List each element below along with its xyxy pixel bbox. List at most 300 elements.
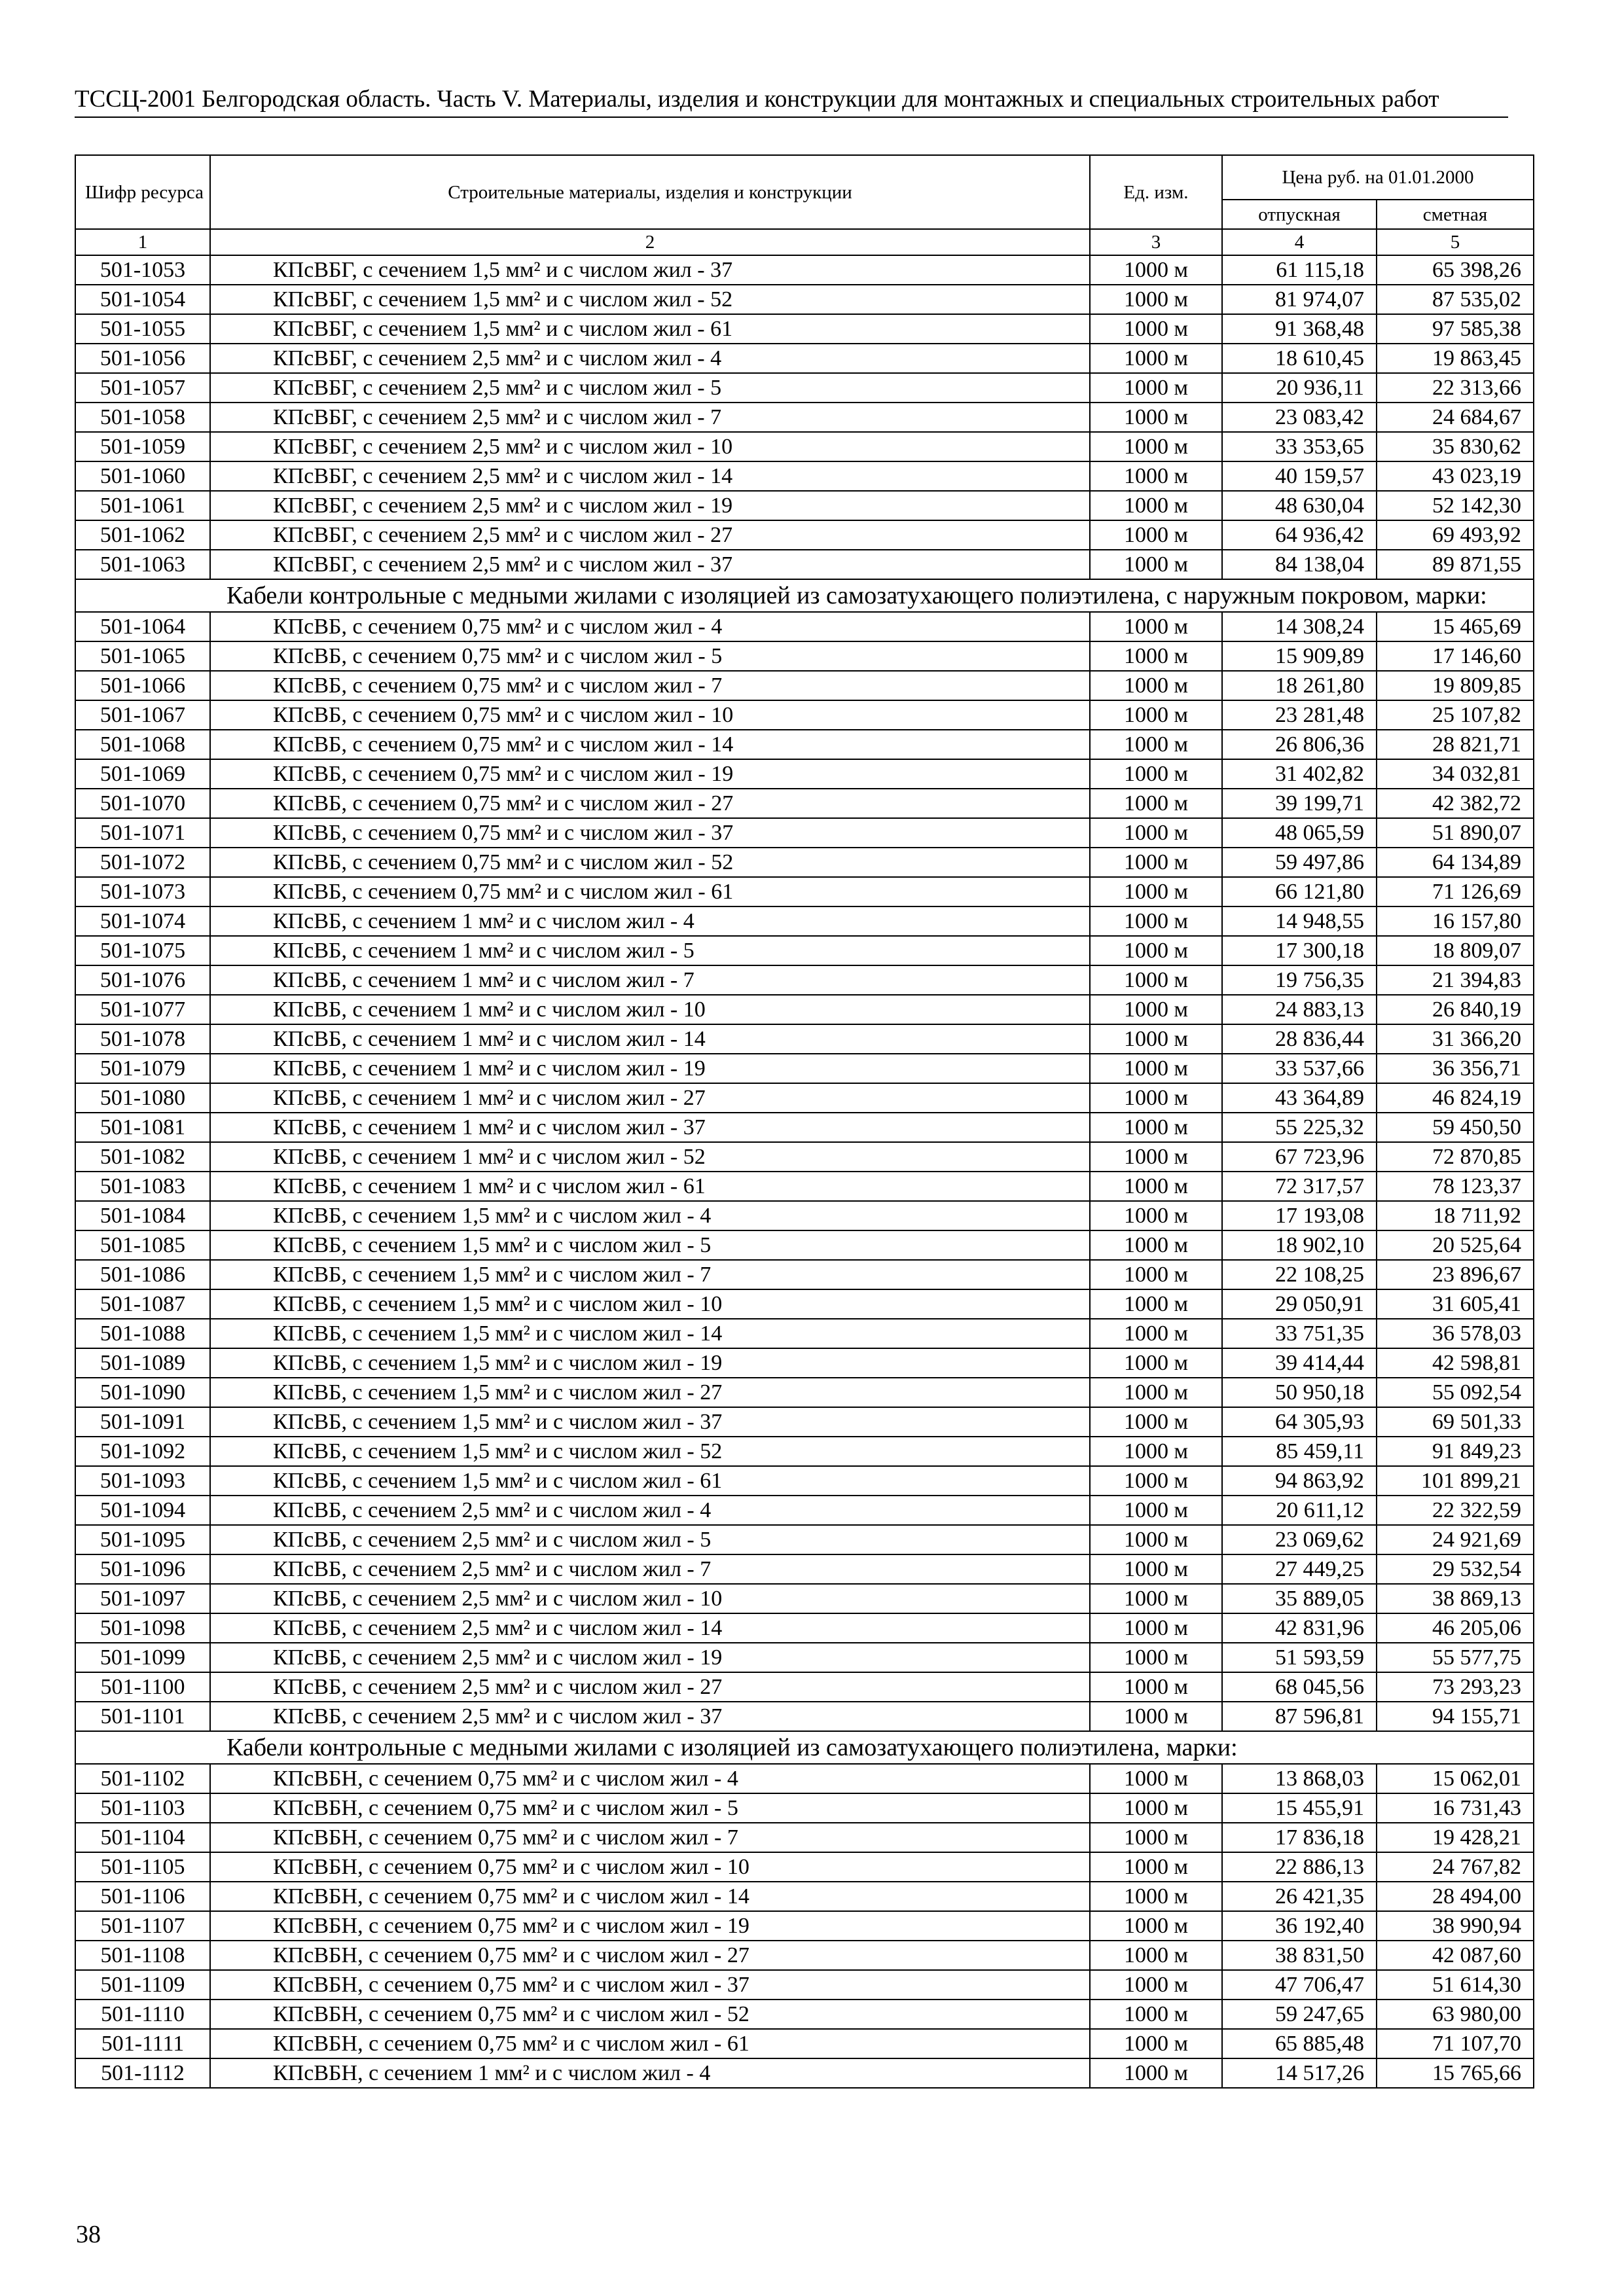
resource-code: 501-1104 — [75, 1823, 210, 1852]
section-heading: Кабели контрольные с медными жилами с изоляцией из самозатухающего полиэтилена, с наружным покровом, марки: — [75, 579, 1534, 612]
unit: 1000 м — [1090, 1378, 1222, 1407]
estimate-price: 73 293,23 — [1377, 1672, 1534, 1702]
estimate-price: 36 356,71 — [1377, 1054, 1534, 1083]
estimate-price: 20 525,64 — [1377, 1230, 1534, 1260]
table-row — [75, 1113, 1534, 1142]
unit: 1000 м — [1090, 1348, 1222, 1378]
estimate-price: 21 394,83 — [1377, 965, 1534, 995]
resource-code: 501-1072 — [75, 848, 210, 877]
col-header-price: Цена руб. на 01.01.2000 — [1222, 155, 1534, 200]
resource-code: 501-1086 — [75, 1260, 210, 1289]
estimate-price: 25 107,82 — [1377, 700, 1534, 730]
unit: 1000 м — [1090, 344, 1222, 373]
resource-code: 501-1080 — [75, 1083, 210, 1113]
estimate-price: 35 830,62 — [1377, 432, 1534, 461]
unit: 1000 м — [1090, 1319, 1222, 1348]
resource-code: 501-1092 — [75, 1437, 210, 1466]
material-name: КПсВБН, с сечением 0,75 мм² и с числом жил - 4 — [210, 1764, 1090, 1793]
material-name: КПсВБ, с сечением 1 мм² и с числом жил - 5 — [210, 936, 1090, 965]
material-name: КПсВБН, с сечением 0,75 мм² и с числом жил - 10 — [210, 1852, 1090, 1882]
estimate-price: 19 809,85 — [1377, 671, 1534, 700]
material-name: КПсВБ, с сечением 1,5 мм² и с числом жил - 7 — [210, 1260, 1090, 1289]
estimate-price: 23 896,67 — [1377, 1260, 1534, 1289]
release-price: 91 368,48 — [1222, 314, 1377, 344]
release-price: 26 421,35 — [1222, 1882, 1377, 1911]
material-name: КПсВБ, с сечением 1 мм² и с числом жил - 19 — [210, 1054, 1090, 1083]
resource-code: 501-1111 — [75, 2029, 210, 2058]
material-name: КПсВБН, с сечением 0,75 мм² и с числом жил - 7 — [210, 1823, 1090, 1852]
material-name: КПсВБ, с сечением 0,75 мм² и с числом жил - 52 — [210, 848, 1090, 877]
resource-code: 501-1103 — [75, 1793, 210, 1823]
unit: 1000 м — [1090, 2058, 1222, 2088]
estimate-price: 71 107,70 — [1377, 2029, 1534, 2058]
table-row — [75, 550, 1534, 579]
resource-code: 501-1107 — [75, 1911, 210, 1941]
material-name: КПсВБ, с сечением 1,5 мм² и с числом жил - 14 — [210, 1319, 1090, 1348]
estimate-price: 94 155,71 — [1377, 1702, 1534, 1731]
estimate-price: 26 840,19 — [1377, 995, 1534, 1024]
table-row — [75, 344, 1534, 373]
table-row — [75, 906, 1534, 936]
material-name: КПсВБН, с сечением 0,75 мм² и с числом жил - 19 — [210, 1911, 1090, 1941]
release-price: 19 756,35 — [1222, 965, 1377, 995]
table-row — [75, 2000, 1534, 2029]
estimate-price: 42 598,81 — [1377, 1348, 1534, 1378]
unit: 1000 м — [1090, 1764, 1222, 1793]
resource-code: 501-1089 — [75, 1348, 210, 1378]
resource-code: 501-1100 — [75, 1672, 210, 1702]
table-row — [75, 1882, 1534, 1911]
unit: 1000 м — [1090, 1882, 1222, 1911]
estimate-price: 31 605,41 — [1377, 1289, 1534, 1319]
resource-code: 501-1081 — [75, 1113, 210, 1142]
material-name: КПсВБ, с сечением 1 мм² и с числом жил - 14 — [210, 1024, 1090, 1054]
material-name: КПсВБ, с сечением 1 мм² и с числом жил - 7 — [210, 965, 1090, 995]
estimate-price: 28 494,00 — [1377, 1882, 1534, 1911]
release-price: 22 886,13 — [1222, 1852, 1377, 1882]
table-row — [75, 1613, 1534, 1643]
estimate-price: 43 023,19 — [1377, 461, 1534, 491]
table-row — [75, 1142, 1534, 1172]
release-price: 33 537,66 — [1222, 1054, 1377, 1083]
unit: 1000 м — [1090, 1113, 1222, 1142]
table-row — [75, 255, 1534, 285]
release-price: 23 069,62 — [1222, 1525, 1377, 1554]
estimate-price: 18 711,92 — [1377, 1201, 1534, 1230]
release-price: 68 045,56 — [1222, 1672, 1377, 1702]
estimate-price: 15 465,69 — [1377, 612, 1534, 641]
document-title: ТССЦ-2001 Белгородская область. Часть V. Материалы, изделия и конструкции для монтажных и специальных строительных работ — [75, 86, 1439, 113]
unit: 1000 м — [1090, 1466, 1222, 1496]
resource-code: 501-1097 — [75, 1584, 210, 1613]
resource-code: 501-1061 — [75, 491, 210, 520]
release-price: 85 459,11 — [1222, 1437, 1377, 1466]
release-price: 59 497,86 — [1222, 848, 1377, 877]
table-row — [75, 995, 1534, 1024]
release-price: 29 050,91 — [1222, 1289, 1377, 1319]
unit: 1000 м — [1090, 1407, 1222, 1437]
table-row — [75, 1348, 1534, 1378]
table-row — [75, 759, 1534, 789]
estimate-price: 34 032,81 — [1377, 759, 1534, 789]
material-name: КПсВБ, с сечением 2,5 мм² и с числом жил - 19 — [210, 1643, 1090, 1672]
estimate-price: 71 126,69 — [1377, 877, 1534, 906]
unit: 1000 м — [1090, 1672, 1222, 1702]
release-price: 20 936,11 — [1222, 373, 1377, 403]
col-header-release: отпускная — [1222, 200, 1377, 229]
estimate-price: 18 809,07 — [1377, 936, 1534, 965]
release-price: 61 115,18 — [1222, 255, 1377, 285]
material-name: КПсВБ, с сечением 0,75 мм² и с числом жил - 27 — [210, 789, 1090, 818]
unit: 1000 м — [1090, 1201, 1222, 1230]
resource-code: 501-1093 — [75, 1466, 210, 1496]
resource-code: 501-1070 — [75, 789, 210, 818]
resource-code: 501-1088 — [75, 1319, 210, 1348]
unit: 1000 м — [1090, 1496, 1222, 1525]
header-rule — [75, 117, 1508, 118]
material-name: КПсВБ, с сечением 1 мм² и с числом жил - 37 — [210, 1113, 1090, 1142]
release-price: 87 596,81 — [1222, 1702, 1377, 1731]
table-row — [75, 965, 1534, 995]
material-name: КПсВБ, с сечением 1,5 мм² и с числом жил - 5 — [210, 1230, 1090, 1260]
release-price: 72 317,57 — [1222, 1172, 1377, 1201]
material-name: КПсВБН, с сечением 0,75 мм² и с числом жил - 61 — [210, 2029, 1090, 2058]
unit: 1000 м — [1090, 965, 1222, 995]
unit: 1000 м — [1090, 1260, 1222, 1289]
estimate-price: 63 980,00 — [1377, 2000, 1534, 2029]
release-price: 17 300,18 — [1222, 936, 1377, 965]
unit: 1000 м — [1090, 1911, 1222, 1941]
unit: 1000 м — [1090, 1554, 1222, 1584]
unit: 1000 м — [1090, 1852, 1222, 1882]
resource-code: 501-1066 — [75, 671, 210, 700]
material-name: КПсВБ, с сечением 0,75 мм² и с числом жил - 7 — [210, 671, 1090, 700]
unit: 1000 м — [1090, 1289, 1222, 1319]
unit: 1000 м — [1090, 2029, 1222, 2058]
unit: 1000 м — [1090, 1437, 1222, 1466]
table-row — [75, 877, 1534, 906]
table-row — [75, 1702, 1534, 1731]
resource-code: 501-1063 — [75, 550, 210, 579]
unit: 1000 м — [1090, 936, 1222, 965]
release-price: 15 455,91 — [1222, 1793, 1377, 1823]
estimate-price: 38 869,13 — [1377, 1584, 1534, 1613]
material-name: КПсВБ, с сечением 2,5 мм² и с числом жил - 27 — [210, 1672, 1090, 1702]
resource-code: 501-1054 — [75, 285, 210, 314]
release-price: 42 831,96 — [1222, 1613, 1377, 1643]
unit: 1000 м — [1090, 1142, 1222, 1172]
estimate-price: 19 428,21 — [1377, 1823, 1534, 1852]
estimate-price: 42 087,60 — [1377, 1941, 1534, 1970]
unit: 1000 м — [1090, 759, 1222, 789]
section-heading-row — [75, 1731, 1534, 1764]
estimate-price: 17 146,60 — [1377, 641, 1534, 671]
resource-code: 501-1082 — [75, 1142, 210, 1172]
release-price: 43 364,89 — [1222, 1083, 1377, 1113]
resource-code: 501-1075 — [75, 936, 210, 965]
resource-code: 501-1085 — [75, 1230, 210, 1260]
resource-code: 501-1059 — [75, 432, 210, 461]
table-row — [75, 641, 1534, 671]
table-row — [75, 1941, 1534, 1970]
estimate-price: 72 870,85 — [1377, 1142, 1534, 1172]
resource-code: 501-1071 — [75, 818, 210, 848]
material-name: КПсВБ, с сечением 2,5 мм² и с числом жил - 10 — [210, 1584, 1090, 1613]
resource-code: 501-1094 — [75, 1496, 210, 1525]
release-price: 48 065,59 — [1222, 818, 1377, 848]
table-body — [75, 255, 1534, 2088]
estimate-price: 59 450,50 — [1377, 1113, 1534, 1142]
unit: 1000 м — [1090, 432, 1222, 461]
material-name: КПсВБ, с сечением 1,5 мм² и с числом жил - 19 — [210, 1348, 1090, 1378]
release-price: 31 402,82 — [1222, 759, 1377, 789]
release-price: 38 831,50 — [1222, 1941, 1377, 1970]
table-row — [75, 285, 1534, 314]
material-name: КПсВБ, с сечением 1,5 мм² и с числом жил - 52 — [210, 1437, 1090, 1466]
material-name: КПсВБГ, с сечением 1,5 мм² и с числом жил - 37 — [210, 255, 1090, 285]
release-price: 51 593,59 — [1222, 1643, 1377, 1672]
table-row — [75, 461, 1534, 491]
release-price: 39 414,44 — [1222, 1348, 1377, 1378]
table-row — [75, 1823, 1534, 1852]
table-row — [75, 1764, 1534, 1793]
estimate-price: 55 577,75 — [1377, 1643, 1534, 1672]
resource-code: 501-1090 — [75, 1378, 210, 1407]
table-row — [75, 1852, 1534, 1882]
estimate-price: 22 313,66 — [1377, 373, 1534, 403]
table-row — [75, 671, 1534, 700]
estimate-price: 29 532,54 — [1377, 1554, 1534, 1584]
section-heading-row — [75, 579, 1534, 612]
release-price: 14 948,55 — [1222, 906, 1377, 936]
resource-code: 501-1057 — [75, 373, 210, 403]
estimate-price: 38 990,94 — [1377, 1911, 1534, 1941]
price-table — [75, 154, 1534, 2089]
document-header — [75, 85, 1482, 114]
unit: 1000 м — [1090, 877, 1222, 906]
material-name: КПсВБ, с сечением 2,5 мм² и с числом жил - 5 — [210, 1525, 1090, 1554]
table-row — [75, 730, 1534, 759]
estimate-price: 15 765,66 — [1377, 2058, 1534, 2088]
resource-code: 501-1091 — [75, 1407, 210, 1437]
table-row — [75, 432, 1534, 461]
material-name: КПсВБГ, с сечением 2,5 мм² и с числом жил - 27 — [210, 520, 1090, 550]
table-row — [75, 789, 1534, 818]
resource-code: 501-1077 — [75, 995, 210, 1024]
release-price: 14 517,26 — [1222, 2058, 1377, 2088]
release-price: 23 083,42 — [1222, 403, 1377, 432]
release-price: 66 121,80 — [1222, 877, 1377, 906]
resource-code: 501-1106 — [75, 1882, 210, 1911]
unit: 1000 м — [1090, 789, 1222, 818]
release-price: 17 836,18 — [1222, 1823, 1377, 1852]
unit: 1000 м — [1090, 1823, 1222, 1852]
unit: 1000 м — [1090, 1054, 1222, 1083]
resource-code: 501-1079 — [75, 1054, 210, 1083]
material-name: КПсВБГ, с сечением 2,5 мм² и с числом жил - 4 — [210, 344, 1090, 373]
resource-code: 501-1076 — [75, 965, 210, 995]
resource-code: 501-1096 — [75, 1554, 210, 1584]
material-name: КПсВБ, с сечением 1,5 мм² и с числом жил - 61 — [210, 1466, 1090, 1496]
resource-code: 501-1095 — [75, 1525, 210, 1554]
material-name: КПсВБ, с сечением 1,5 мм² и с числом жил - 37 — [210, 1407, 1090, 1437]
release-price: 17 193,08 — [1222, 1201, 1377, 1230]
estimate-price: 89 871,55 — [1377, 550, 1534, 579]
table-row — [75, 1970, 1534, 2000]
unit: 1000 м — [1090, 520, 1222, 550]
unit: 1000 м — [1090, 314, 1222, 344]
unit: 1000 м — [1090, 818, 1222, 848]
release-price: 33 751,35 — [1222, 1319, 1377, 1348]
resource-code: 501-1083 — [75, 1172, 210, 1201]
release-price: 22 108,25 — [1222, 1260, 1377, 1289]
resource-code: 501-1067 — [75, 700, 210, 730]
material-name: КПсВБГ, с сечением 2,5 мм² и с числом жил - 5 — [210, 373, 1090, 403]
table-row — [75, 1172, 1534, 1201]
resource-code: 501-1102 — [75, 1764, 210, 1793]
resource-code: 501-1062 — [75, 520, 210, 550]
col-number: 4 — [1222, 229, 1377, 255]
table-row — [75, 2058, 1534, 2088]
table-row — [75, 1496, 1534, 1525]
table-row — [75, 1230, 1534, 1260]
table-row — [75, 1378, 1534, 1407]
estimate-price: 19 863,45 — [1377, 344, 1534, 373]
table-row — [75, 1793, 1534, 1823]
section-heading: Кабели контрольные с медными жилами с изоляцией из самозатухающего полиэтилена, марки: — [75, 1731, 1534, 1764]
table-row — [75, 1672, 1534, 1702]
unit: 1000 м — [1090, 612, 1222, 641]
material-name: КПсВБН, с сечением 0,75 мм² и с числом жил - 14 — [210, 1882, 1090, 1911]
material-name: КПсВБГ, с сечением 2,5 мм² и с числом жил - 14 — [210, 461, 1090, 491]
unit: 1000 м — [1090, 2000, 1222, 2029]
table-row — [75, 1437, 1534, 1466]
table-row — [75, 848, 1534, 877]
material-name: КПсВБ, с сечением 1 мм² и с числом жил - 52 — [210, 1142, 1090, 1172]
release-price: 67 723,96 — [1222, 1142, 1377, 1172]
unit: 1000 м — [1090, 491, 1222, 520]
col-header-unit: Ед. изм. — [1090, 155, 1222, 229]
estimate-price: 24 921,69 — [1377, 1525, 1534, 1554]
page-number: 38 — [76, 2221, 101, 2248]
estimate-price: 69 501,33 — [1377, 1407, 1534, 1437]
resource-code: 501-1069 — [75, 759, 210, 789]
table-row — [75, 1083, 1534, 1113]
release-price: 64 936,42 — [1222, 520, 1377, 550]
resource-code: 501-1068 — [75, 730, 210, 759]
estimate-price: 36 578,03 — [1377, 1319, 1534, 1348]
estimate-price: 55 092,54 — [1377, 1378, 1534, 1407]
table-row — [75, 700, 1534, 730]
unit: 1000 м — [1090, 1702, 1222, 1731]
unit: 1000 м — [1090, 1083, 1222, 1113]
release-price: 13 868,03 — [1222, 1764, 1377, 1793]
material-name: КПсВБ, с сечением 0,75 мм² и с числом жил - 61 — [210, 877, 1090, 906]
unit: 1000 м — [1090, 641, 1222, 671]
release-price: 84 138,04 — [1222, 550, 1377, 579]
col-header-estimate: сметная — [1377, 200, 1534, 229]
resource-code: 501-1101 — [75, 1702, 210, 1731]
resource-code: 501-1110 — [75, 2000, 210, 2029]
unit: 1000 м — [1090, 671, 1222, 700]
release-price: 39 199,71 — [1222, 789, 1377, 818]
estimate-price: 16 157,80 — [1377, 906, 1534, 936]
release-price: 27 449,25 — [1222, 1554, 1377, 1584]
release-price: 48 630,04 — [1222, 491, 1377, 520]
material-name: КПсВБН, с сечением 0,75 мм² и с числом жил - 5 — [210, 1793, 1090, 1823]
material-name: КПсВБ, с сечением 2,5 мм² и с числом жил - 14 — [210, 1613, 1090, 1643]
resource-code: 501-1056 — [75, 344, 210, 373]
material-name: КПсВБ, с сечением 1 мм² и с числом жил - 4 — [210, 906, 1090, 936]
material-name: КПсВБ, с сечением 0,75 мм² и с числом жил - 19 — [210, 759, 1090, 789]
unit: 1000 м — [1090, 1793, 1222, 1823]
unit: 1000 м — [1090, 255, 1222, 285]
table-row — [75, 314, 1534, 344]
table-row — [75, 1466, 1534, 1496]
table-row — [75, 491, 1534, 520]
table-row — [75, 1407, 1534, 1437]
material-name: КПсВБ, с сечением 2,5 мм² и с числом жил - 4 — [210, 1496, 1090, 1525]
estimate-price: 16 731,43 — [1377, 1793, 1534, 1823]
table-row — [75, 1911, 1534, 1941]
unit: 1000 м — [1090, 285, 1222, 314]
material-name: КПсВБ, с сечением 0,75 мм² и с числом жил - 4 — [210, 612, 1090, 641]
material-name: КПсВБГ, с сечением 1,5 мм² и с числом жил - 52 — [210, 285, 1090, 314]
unit: 1000 м — [1090, 1172, 1222, 1201]
resource-code: 501-1084 — [75, 1201, 210, 1230]
table-row — [75, 1201, 1534, 1230]
estimate-price: 46 205,06 — [1377, 1613, 1534, 1643]
estimate-price: 31 366,20 — [1377, 1024, 1534, 1054]
col-header-code: Шифр ресурса — [75, 155, 210, 229]
unit: 1000 м — [1090, 700, 1222, 730]
unit: 1000 м — [1090, 1970, 1222, 2000]
estimate-price: 24 684,67 — [1377, 403, 1534, 432]
release-price: 59 247,65 — [1222, 2000, 1377, 2029]
unit: 1000 м — [1090, 373, 1222, 403]
resource-code: 501-1074 — [75, 906, 210, 936]
resource-code: 501-1078 — [75, 1024, 210, 1054]
release-price: 65 885,48 — [1222, 2029, 1377, 2058]
material-name: КПсВБ, с сечением 1 мм² и с числом жил - 61 — [210, 1172, 1090, 1201]
estimate-price: 51 614,30 — [1377, 1970, 1534, 2000]
material-name: КПсВБ, с сечением 2,5 мм² и с числом жил - 7 — [210, 1554, 1090, 1584]
estimate-price: 28 821,71 — [1377, 730, 1534, 759]
resource-code: 501-1073 — [75, 877, 210, 906]
release-price: 18 902,10 — [1222, 1230, 1377, 1260]
material-name: КПсВБ, с сечением 1,5 мм² и с числом жил - 27 — [210, 1378, 1090, 1407]
material-name: КПсВБ, с сечением 0,75 мм² и с числом жил - 14 — [210, 730, 1090, 759]
table-row — [75, 1054, 1534, 1083]
release-price: 64 305,93 — [1222, 1407, 1377, 1437]
table-row — [75, 1554, 1534, 1584]
col-number: 1 — [75, 229, 210, 255]
unit: 1000 м — [1090, 730, 1222, 759]
resource-code: 501-1099 — [75, 1643, 210, 1672]
resource-code: 501-1098 — [75, 1613, 210, 1643]
table-row — [75, 1319, 1534, 1348]
table-row — [75, 1584, 1534, 1613]
material-name: КПсВБ, с сечением 2,5 мм² и с числом жил - 37 — [210, 1702, 1090, 1731]
release-price: 14 308,24 — [1222, 612, 1377, 641]
material-name: КПсВБ, с сечением 1,5 мм² и с числом жил - 4 — [210, 1201, 1090, 1230]
estimate-price: 69 493,92 — [1377, 520, 1534, 550]
table-row — [75, 1289, 1534, 1319]
unit: 1000 м — [1090, 550, 1222, 579]
unit: 1000 м — [1090, 1941, 1222, 1970]
unit: 1000 м — [1090, 1643, 1222, 1672]
col-number: 3 — [1090, 229, 1222, 255]
